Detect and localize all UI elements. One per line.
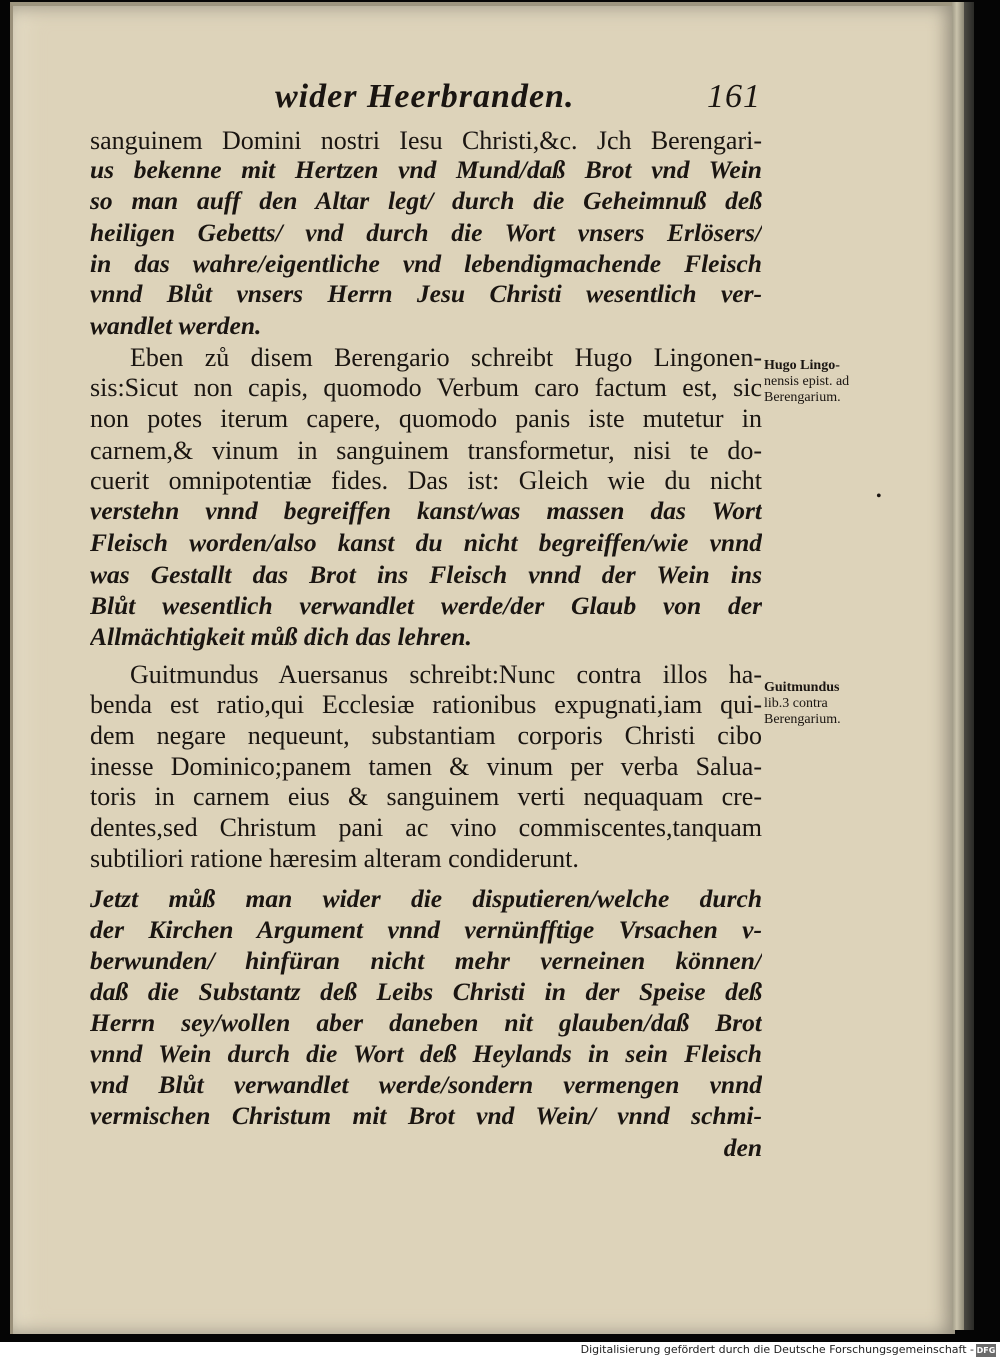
text-line: vnnd Wein durch die Wort deß Heylands in sein Fleisch — [90, 1039, 762, 1068]
margin-note-line: Berengarium. — [764, 712, 841, 727]
text-line: benda est ratio,qui Ecclesiæ rationibus expugnati,iam qui- — [90, 690, 762, 719]
text-line: vermischen Christum mit Brot vnd Wein/ vnnd schmi- — [90, 1101, 762, 1130]
text-line: heiligen Gebetts/ vnd durch die Wort vnsers Erlösers/ — [90, 218, 762, 247]
text-line: berwunden/ hinfüran nicht mehr verneinen können/ — [90, 946, 762, 975]
page-number: 161 — [707, 78, 761, 115]
text-line: toris in carnem eius & sanguinem verti nequaquam cre- — [90, 782, 762, 811]
text-line: dem negare nequeunt, substantiam corporis Christi cibo — [90, 721, 762, 750]
text-line: Allmächtigkeit můß dich das lehren. — [90, 622, 472, 651]
text-line: wandlet werden. — [90, 311, 262, 340]
text-line: in das wahre/eigentliche vnd lebendigmachende Fleisch — [90, 249, 762, 278]
margin-note-line: lib.3 contra — [764, 696, 828, 711]
running-head-title: wider Heerbranden. — [275, 78, 575, 115]
text-line: der Kirchen Argument vnnd vernünfftige Vrsachen v- — [90, 915, 762, 944]
dfg-logo-icon: DFG — [976, 1346, 996, 1355]
digitization-footer — [0, 1342, 1000, 1361]
margin-note-line: Guitmundus — [764, 680, 840, 695]
text-line: non potes iterum capere, quomodo panis iste mutetur in — [90, 404, 762, 433]
text-line: Jetzt můß man wider die disputieren/welche durch — [90, 884, 762, 913]
text-line: verstehn vnnd begreiffen kanst/was massen das Wort — [90, 496, 762, 525]
margin-note-hugo — [764, 358, 894, 406]
text-line: vnnd Blůt vnsers Herrn Jesu Christi wesentlich ver- — [90, 279, 762, 308]
page-edge-shadow — [964, 2, 974, 1330]
margin-mark: • — [876, 488, 882, 505]
text-line: inesse Dominico;panem tamen & vinum per verba Salua- — [90, 752, 762, 781]
text-line: vnd Blůt verwandlet werde/sondern vermengen vnnd — [90, 1070, 762, 1099]
text-line: dentes,sed Christum pani ac vino commiscentes,tanquam — [90, 813, 762, 842]
text-line: den — [723, 1133, 762, 1162]
margin-note-line: Berengarium. — [764, 390, 841, 405]
text-line: subtiliori ratione hæresim alteram condiderunt. — [90, 844, 579, 873]
text-line: carnem,& vinum in sanguinem transformetur, nisi te do- — [90, 436, 762, 465]
text-line: us bekenne mit Hertzen vnd Mund/daß Brot vnd Wein — [90, 155, 762, 184]
text-line: Eben zů disem Berengario schreibt Hugo Lingonen- — [130, 343, 762, 372]
page-edge — [952, 2, 964, 1330]
text-line: cuerit omnipotentiæ fides. Das ist: Gleich wie du nicht — [90, 466, 762, 495]
text-line: sis:Sicut non capis, quomodo Verbum caro factum est, sic — [90, 373, 762, 402]
running-head — [275, 78, 761, 122]
text-line: sanguinem Domini nostri Iesu Christi,&c. Jch Berengari- — [90, 126, 762, 155]
footer-credit: Digitalisierung gefördert durch die Deutsche Forschungsgemeinschaft - — [580, 1343, 974, 1356]
text-line: daß die Substantz deß Leibs Christi in der Speise deß — [90, 977, 762, 1006]
text-line: Blůt wesentlich verwandlet werde/der Glaub von der — [90, 591, 762, 620]
text-line: so man auff den Altar legt/ durch die Geheimnuß deß — [90, 186, 762, 215]
margin-note-line: Hugo Lingo- — [764, 358, 840, 373]
text-line: Fleisch worden/also kanst du nicht begreiffen/wie vnnd — [90, 528, 762, 557]
text-line: Herrn sey/wollen aber daneben nit glauben/daß Brot — [90, 1008, 762, 1037]
margin-note-line: nensis epist. ad — [764, 374, 850, 389]
text-line: was Gestallt das Brot ins Fleisch vnnd der Wein ins — [90, 560, 762, 589]
text-line: Guitmundus Auersanus schreibt:Nunc contra illos ha- — [130, 660, 762, 689]
margin-note-guitmundus — [764, 680, 894, 728]
